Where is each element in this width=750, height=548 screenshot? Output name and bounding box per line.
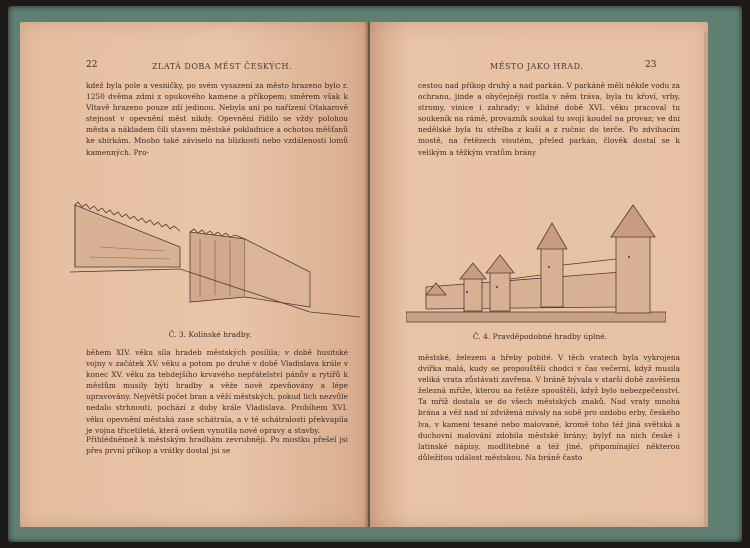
running-header-right: MĚSTO JAKO HRAD. <box>490 62 584 71</box>
figure-caption-left: Č. 3. Kolínské hradby. <box>168 330 252 339</box>
figure-caption-right: Č. 4. Pravděpodobné hradby úplné. <box>472 332 608 341</box>
illustration-kolin-walls <box>70 177 360 322</box>
text-block-bottom-right: městské, železem a hřeby pobité. V těch vratech byla vykrojena dvířka malá, kudy se propouštěli chodci v čas večerní, když musila veliká vrata zůstávati zavřena. V bráně bývala v starší době zavěšena železná mříže, kterou na řetěze spouštěli, když bylo nebezpečenství. Ta mříž dostala se do všech městských znaků. Nad vraty mnohá brána a věž nad ní zdvižená mívaly na sobě pro ozdobu erby, českého lva, v kameni tesané nebo malované, kromě toho též jiná světská a duchovní malování zdobila městské brány; bylyť na nich české i latinské nápisy, modlitebné a též jiné, připomínající některou důležitou událost městskou. Na bráně často <box>418 353 680 462</box>
running-header-left: ZLATÁ DOBA MĚST ČESKÝCH. <box>152 62 292 71</box>
left-page <box>20 22 368 527</box>
text-block-bottom-left: během XIV. věku síla hradeb městských posílila; v době husitské vojny v začátek XV. věku a potom po druhé v době Vladislava krále v konec XV. věku za tehdejšího krvavého nepřátelství pánův a rytířů k městům musily býti hradby a věže nově zpevňovány a lépe upravovány. Největší počet bran a věží městských, pokud lich nezvůle nedalo strhnouti, pochází z doby krále Vladislava. Probíhem XVI. věku opevnění městská zase schátrala, a v té schátralosti překvapila je vojna třicetiletá, která ovšem vynutila nové opravy a stavby. <box>86 348 348 435</box>
text-block-top-left: kdež byla pole a vesničky, po svém vysazení za město hrazeno bylo r. 1250 dvěma zdmi z opukového kamene a příkopem; směrem však k Vltavě hrazeno pouze zdí jedinou. Nebyla ani po nařízení Otakarově stejnost v opevnění měst nikdy. Opevnění řídilo se vždy polohou města a nákladem čili stavem městské pokladnice a ochotou měšťanů ke sbírkám. Mnoho také záviselo na blízkosti nebo vzdálenosti lomů kamenných. Pro- <box>86 81 348 157</box>
page-edge <box>704 32 708 527</box>
page-number-right: 23 <box>645 60 657 70</box>
text-block-top-right: cestou nad příkop druhý a nad parkán. V parkáně měli někde vodu za ochranu, jinde a obyčejněji rostla v něm tráva, byla tu křoví, vrby, stromy, vinice i zahrady; v klidné době XVI. věku pracoval tu soukeník na rámě, provazník soukal tu svoji koudel na provaz; ve dni nedělské byla tu střelba z kuší a z ručnic do terče. Po zdvihacím mostě, na řetězech visutém, přeled parkán, člověk dostal se k velikým a těžkým vratům brány <box>418 81 680 157</box>
text-block-bottom2-left: Přihlédněmež k městským hradbám zevrubněji. Po mostku přešel jsi přes první příkop a vrátky dostal jsi se <box>86 435 348 456</box>
right-page <box>370 22 708 527</box>
illustration-complete-walls <box>406 197 666 327</box>
page-number-left: 22 <box>86 60 98 70</box>
